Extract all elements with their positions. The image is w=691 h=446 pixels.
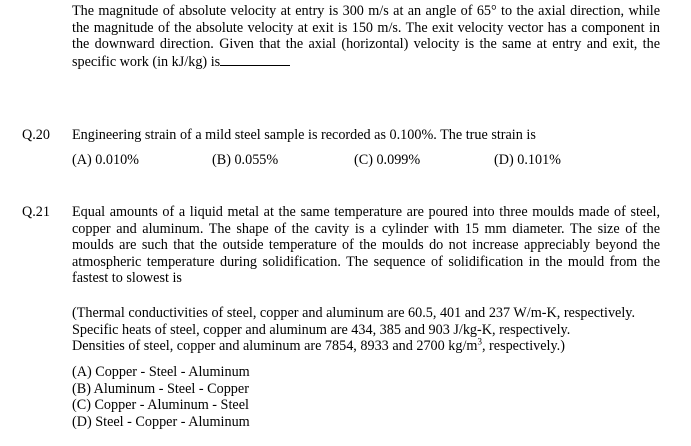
q20-options	[72, 152, 660, 169]
q19-text: The magnitude of absolute velocity at entry is 300 m/s at an angle of 65° to the axial direction, while the magnitude of the absolute velocity at exit is 150 m/s. The exit velocity vector has a component in the downward direction. Given that the axial (horizontal) velocity is the same at entry and exit, the specific work (in kJ/kg) is	[72, 3, 660, 70]
q21-note-line2: Specific heats of steel, copper and aluminum are 434, 385 and 903 J/kg-K, respectively.	[72, 321, 571, 338]
q20-number: Q.20	[22, 127, 50, 143]
q21-note-line3-text: Densities of steel, copper and aluminum are 7854, 8933 and 2700 kg/m	[72, 338, 478, 355]
q19-text-block	[72, 3, 660, 70]
q20-option-c: (C) 0.099%	[354, 152, 421, 168]
q20-text: Engineering strain of a mild steel sample is recorded as 0.100%. The true strain is	[72, 127, 536, 143]
q21-note-line1: (Thermal conductivities of steel, copper and aluminum are 60.5, 401 and 237 W/m-K, respectively.	[72, 305, 635, 321]
q21-option-a: (A) Copper - Steel - Aluminum	[72, 364, 250, 380]
q21-number: Q.21	[22, 204, 50, 220]
q21-text: Equal amounts of a liquid metal at the same temperature are poured into three moulds made of steel, copper and aluminum. The shape of the cavity is a cylinder with 15 mm diameter. The size of the moulds are such that the outside temperature of the moulds do not increase appreciably beyond the atmospheric temperature during solidification. The sequence of solidification in the mould from the fastest to slowest is	[72, 204, 660, 287]
q21-note-line3	[72, 338, 660, 355]
q21-note-line3-superscript: 3	[477, 336, 482, 347]
q21-note	[72, 305, 660, 355]
q21-option-d: (D) Steel - Copper - Aluminum	[72, 413, 250, 430]
q21-options	[72, 364, 660, 430]
q21-note-line3-tail: , respectively.)	[481, 338, 565, 355]
q21-option-c: (C) Copper - Aluminum - Steel	[72, 397, 249, 414]
q20-option-b: (B) 0.055%	[212, 152, 279, 168]
q20-option-a: (A) 0.010%	[72, 152, 139, 168]
q20-option-d: (D) 0.101%	[494, 152, 561, 168]
answer-blank	[220, 53, 290, 66]
q21-option-b: (B) Aluminum - Steel - Copper	[72, 380, 249, 397]
